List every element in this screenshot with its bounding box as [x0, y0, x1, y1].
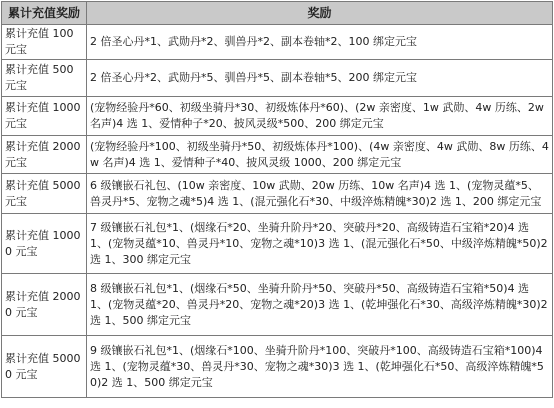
- table-row: [2, 97, 553, 136]
- reward-cell: 2 倍圣心丹*1、武勋丹*2、驯兽丹*2、副本卷轴*2、100 绑定元宝: [87, 25, 553, 60]
- reward-cell: 7 级镶嵌石礼包*1、(烟缘石*20、坐骑升阶丹*20、突破丹*20、高级铸造石宝箱*20)4 选 1、(宠物灵蕴*10、兽灵丹*10、宠物之魂*10)3 选 1、(混元强化石*50、中级淬炼精魄*50)2 选 1、300 绑定元宝: [87, 214, 553, 274]
- header-tier: 累计充值奖励: [2, 2, 87, 25]
- tier-cell: 累计充值 2000 元宝: [2, 136, 87, 174]
- tier-cell: 累计充值 1000 元宝: [2, 97, 87, 136]
- table-row: [2, 274, 553, 336]
- table-row: [2, 136, 553, 174]
- reward-table: [1, 1, 553, 398]
- tier-cell: 累计充值 10000 元宝: [2, 214, 87, 274]
- table-header-row: [2, 2, 553, 25]
- table-row: [2, 60, 553, 97]
- table-row: [2, 336, 553, 398]
- header-reward: 奖励: [87, 2, 553, 25]
- reward-cell: (宠物经验丹*60、初级坐骑丹*30、初级炼体丹*60)、(2w 亲密度、1w 武勋、4w 历练、2w 名声)4 选 1、爱情种子*20、披风灵级*500、200 绑定元宝: [87, 97, 553, 136]
- reward-cell: 6 级镶嵌石礼包、(10w 亲密度、10w 武勋、20w 历练、10w 名声)4 选 1、(宠物灵蕴*5、兽灵丹*5、宠物之魂*5)4 选 1、(混元强化石*30、中级淬炼精魄*30)2 选 1、200 绑定元宝: [87, 174, 553, 214]
- tier-cell: 累计充值 5000 元宝: [2, 174, 87, 214]
- tier-cell: 累计充值 20000 元宝: [2, 274, 87, 336]
- reward-cell: 9 级镶嵌石礼包*1、(烟缘石*100、坐骑升阶丹*100、突破丹*100、高级铸造石宝箱*100)4 选 1、(宠物灵蕴*30、兽灵丹*30、宠物之魂*30)3 选 1、(乾坤强化石*50、高级淬炼精魄*50)2 选 1、500 绑定元宝: [87, 336, 553, 398]
- tier-cell: 累计充值 500 元宝: [2, 60, 87, 97]
- reward-cell: 8 级镶嵌石礼包*1、(烟缘石*50、坐骑升阶丹*50、突破丹*50、高级铸造石宝箱*50)4 选 1、(宠物灵蕴*20、兽灵丹*20、宠物之魂*20)3 选 1、(乾坤强化石*30、高级淬炼精魄*30)2 选 1、500 绑定元宝: [87, 274, 553, 336]
- reward-cell: (宠物经验丹*100、初级坐骑丹*50、初级炼体丹*100)、(4w 亲密度、4w 武勋、8w 历练、4w 名声)4 选 1、爱情种子*40、披风灵级 1000、200 绑定元宝: [87, 136, 553, 174]
- table-row: [2, 214, 553, 274]
- tier-cell: 累计充值 100 元宝: [2, 25, 87, 60]
- table-row: [2, 25, 553, 60]
- reward-cell: 2 倍圣心丹*2、武勋丹*5、驯兽丹*5、副本卷轴*5、200 绑定元宝: [87, 60, 553, 97]
- table-row: [2, 174, 553, 214]
- tier-cell: 累计充值 50000 元宝: [2, 336, 87, 398]
